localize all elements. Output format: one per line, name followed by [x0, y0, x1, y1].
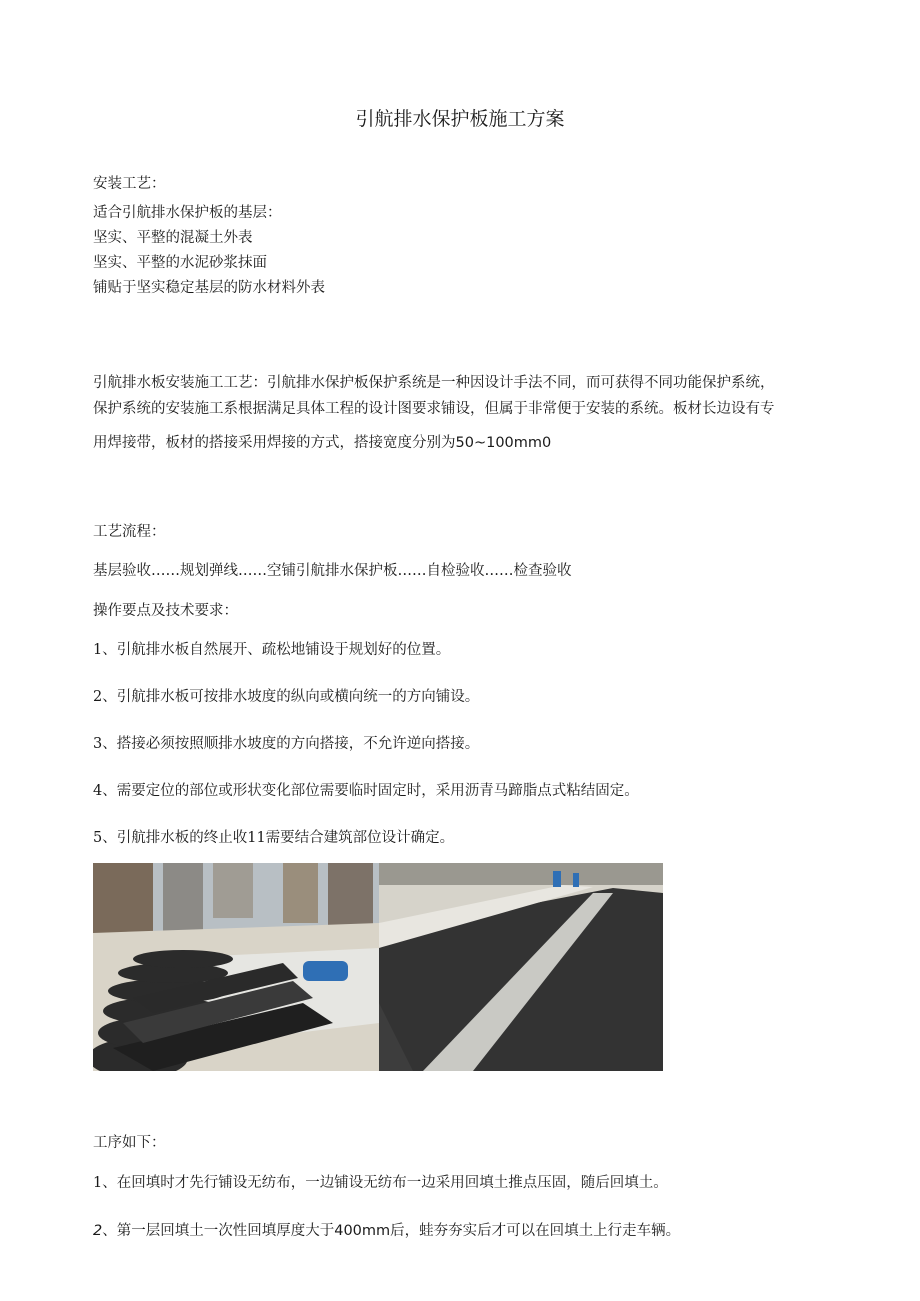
ops-item: 2、引航排水板可按排水坡度的纵向或横向统一的方向铺设。 — [93, 689, 480, 705]
ops-heading: 操作要点及技术要求： — [93, 603, 238, 619]
base-item: 坚实、平整的水泥砂浆抹面 — [93, 255, 267, 271]
ops-item: 5、引航排水板的终止收11需要结合建筑部位设计确定。 — [93, 830, 455, 846]
paragraph-line: 保护系统的安装施工系根据满足具体工程的设计图要求铺设，但属于非常便于安装的系统。板材长边设有专 — [93, 401, 775, 417]
install-heading: 安装工艺： — [93, 176, 166, 192]
procedure-item: 1、在回填时才先行铺设无纺布，一边铺设无纺布一边采用回填土推点压固，随后回填土。 — [93, 1175, 668, 1191]
photo-strip — [93, 863, 663, 1071]
procedure-item: 2、第一层回填土一次性回填厚度大于400mm后，蛙夯夯实后才可以在回填土上行走车辆。 — [93, 1223, 681, 1239]
paragraph-line: 用焊接带，板材的搭接采用焊接的方式，搭接宽度分别为50~100mm0 — [93, 435, 552, 451]
ops-item: 4、需要定位的部位或形状变化部位需要临时固定时，采用沥青马蹄脂点式粘结固定。 — [93, 783, 639, 799]
construction-label: 引航排水板安装施工 — [93, 375, 224, 391]
base-item: 坚实、平整的混凝土外表 — [93, 230, 253, 246]
ops-item: 1、引航排水板自然展开、疏松地铺设于规划好的位置。 — [93, 642, 451, 658]
construction-photos — [93, 863, 663, 1071]
fill-thickness-value: 400mm — [334, 1223, 391, 1239]
base-heading: 适合引航排水保护板的基层： — [93, 205, 282, 221]
ops-item: 3、搭接必须按照顺排水坡度的方向搭接，不允许逆向搭接。 — [93, 736, 480, 752]
flow-steps: 基层验收……规划弹线……空铺引航排水保护板……自检验收……检查验收 — [93, 563, 572, 579]
construction-paragraph — [93, 370, 828, 456]
photo-rolls — [93, 863, 379, 1071]
page-title: 引航排水保护板施工方案 — [355, 108, 565, 130]
photo-laid-board — [379, 863, 663, 1071]
overlap-width-value: 50~100mm0 — [455, 435, 552, 451]
paragraph-line: 引航排水板安装施工工艺：引航排水保护板保护系统是一种因设计手法不同，而可获得不同功能保护系统， — [93, 375, 775, 391]
procedure-heading: 工序如下： — [93, 1135, 166, 1151]
flow-heading: 工艺流程： — [93, 524, 166, 540]
base-item: 铺贴于坚实稳定基层的防水材料外表 — [93, 280, 325, 296]
